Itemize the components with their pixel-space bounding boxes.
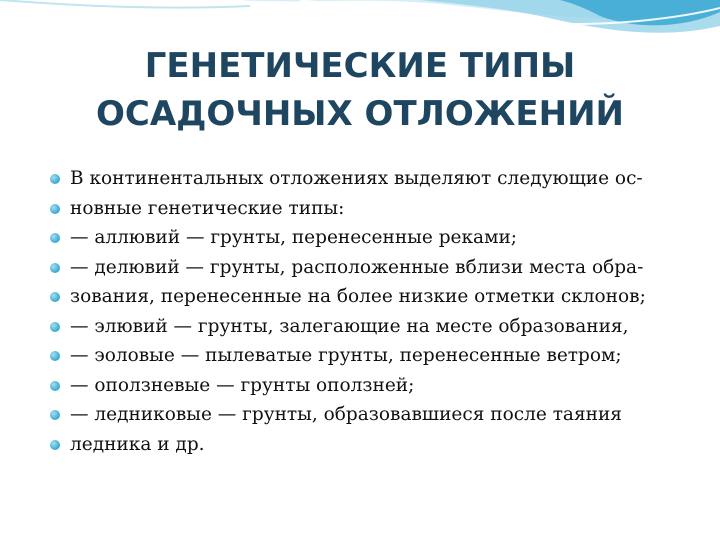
bullet-item [50, 253, 690, 283]
bullet-text: — аллювий — грунты, перенесенные реками; [70, 227, 518, 248]
bullet-text: — оползневые — грунты оползней; [70, 374, 415, 396]
bullet-item [50, 371, 690, 401]
circle-bullet-icon [50, 204, 60, 214]
bullet-item [50, 341, 690, 371]
title-line-2: ОСАДОЧНЫХ ОТЛОЖЕНИЙ [95, 94, 624, 134]
bullet-item [50, 312, 690, 342]
bullet-text: зования, перенесенные на более низкие отметки склонов; [70, 286, 646, 307]
bullet-item [50, 430, 690, 460]
bullet-item [50, 223, 690, 253]
title-line-1: ГЕНЕТИЧЕСКИЕ ТИПЫ [144, 46, 576, 86]
bullet-item [50, 164, 690, 194]
bullet-item [50, 400, 690, 430]
bullet-text: — делювий — грунты, расположенные вблизи места обра- [70, 256, 644, 278]
bullet-text: — ледниковые — грунты, образовавшиеся после таяния [70, 404, 622, 425]
bullet-text: — элювий — грунты, залегающие на месте образования, [70, 315, 629, 337]
circle-bullet-icon [50, 322, 60, 332]
bullet-text: В континентальных отложениях выделяют следующие ос- [70, 168, 643, 189]
circle-bullet-icon [50, 381, 60, 391]
bullet-item [50, 282, 690, 312]
circle-bullet-icon [50, 440, 60, 450]
circle-bullet-icon [50, 174, 60, 184]
bullet-text: ледника и др. [70, 433, 205, 455]
slide-title [40, 42, 680, 138]
bullet-text: новные генетические типы: [70, 197, 345, 219]
circle-bullet-icon [50, 351, 60, 361]
circle-bullet-icon [50, 233, 60, 243]
circle-bullet-icon [50, 263, 60, 273]
circle-bullet-icon [50, 292, 60, 302]
bullet-list [50, 164, 690, 459]
circle-bullet-icon [50, 410, 60, 420]
bullet-text: — эоловые — пылеватые грунты, перенесенные ветром; [70, 345, 622, 366]
bullet-item [50, 194, 690, 224]
